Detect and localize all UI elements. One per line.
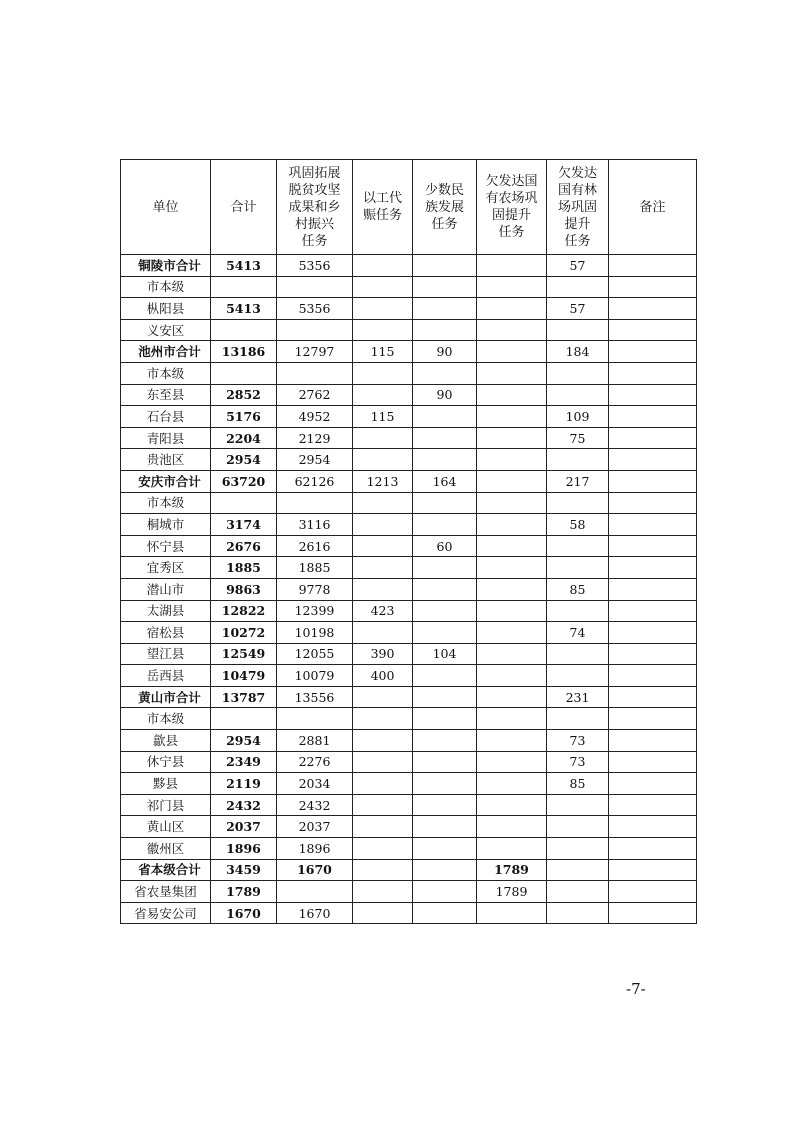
cell-unit: 铜陵市合计 bbox=[121, 255, 211, 277]
cell-farm bbox=[477, 319, 547, 341]
cell-unit: 歙县 bbox=[121, 730, 211, 752]
cell-work-relief bbox=[353, 751, 413, 773]
cell-minority: 60 bbox=[413, 535, 477, 557]
table-row bbox=[121, 708, 697, 730]
cell-consolidate: 12797 bbox=[277, 341, 353, 363]
cell-note bbox=[609, 427, 697, 449]
cell-note bbox=[609, 298, 697, 320]
cell-forest: 57 bbox=[547, 298, 609, 320]
table-row bbox=[121, 535, 697, 557]
cell-consolidate: 2129 bbox=[277, 427, 353, 449]
cell-work-relief: 423 bbox=[353, 600, 413, 622]
cell-total: 13787 bbox=[211, 686, 277, 708]
cell-unit: 黄山市合计 bbox=[121, 686, 211, 708]
cell-minority bbox=[413, 816, 477, 838]
cell-minority bbox=[413, 406, 477, 428]
cell-note bbox=[609, 578, 697, 600]
cell-minority bbox=[413, 362, 477, 384]
cell-note bbox=[609, 255, 697, 277]
cell-work-relief bbox=[353, 535, 413, 557]
cell-consolidate: 2432 bbox=[277, 794, 353, 816]
cell-note bbox=[609, 816, 697, 838]
cell-forest bbox=[547, 902, 609, 924]
cell-minority bbox=[413, 773, 477, 795]
cell-consolidate: 13556 bbox=[277, 686, 353, 708]
cell-total: 1789 bbox=[211, 881, 277, 903]
cell-consolidate bbox=[277, 492, 353, 514]
cell-minority bbox=[413, 600, 477, 622]
cell-minority bbox=[413, 557, 477, 579]
cell-forest: 58 bbox=[547, 514, 609, 536]
cell-consolidate bbox=[277, 362, 353, 384]
cell-farm bbox=[477, 557, 547, 579]
cell-work-relief bbox=[353, 427, 413, 449]
cell-note bbox=[609, 730, 697, 752]
cell-farm bbox=[477, 406, 547, 428]
table-row bbox=[121, 665, 697, 687]
cell-note bbox=[609, 708, 697, 730]
cell-farm bbox=[477, 341, 547, 363]
cell-consolidate: 62126 bbox=[277, 470, 353, 492]
cell-minority bbox=[413, 794, 477, 816]
cell-total: 2954 bbox=[211, 449, 277, 471]
cell-unit: 太湖县 bbox=[121, 600, 211, 622]
cell-forest: 231 bbox=[547, 686, 609, 708]
cell-total: 2676 bbox=[211, 535, 277, 557]
cell-consolidate: 12399 bbox=[277, 600, 353, 622]
table-row bbox=[121, 578, 697, 600]
cell-consolidate: 12055 bbox=[277, 643, 353, 665]
cell-farm bbox=[477, 535, 547, 557]
cell-forest: 73 bbox=[547, 751, 609, 773]
cell-total: 2349 bbox=[211, 751, 277, 773]
cell-forest bbox=[547, 276, 609, 298]
cell-unit: 宜秀区 bbox=[121, 557, 211, 579]
cell-total bbox=[211, 362, 277, 384]
cell-total: 5176 bbox=[211, 406, 277, 428]
cell-farm bbox=[477, 427, 547, 449]
cell-forest bbox=[547, 794, 609, 816]
cell-farm bbox=[477, 449, 547, 471]
cell-forest bbox=[547, 859, 609, 881]
cell-farm bbox=[477, 600, 547, 622]
cell-note bbox=[609, 406, 697, 428]
cell-total: 3174 bbox=[211, 514, 277, 536]
cell-consolidate: 10079 bbox=[277, 665, 353, 687]
cell-work-relief bbox=[353, 255, 413, 277]
cell-work-relief bbox=[353, 557, 413, 579]
table-row bbox=[121, 298, 697, 320]
header-forest-label: 欠发达 国有林 场巩固 提升 任务 bbox=[557, 165, 597, 249]
cell-note bbox=[609, 794, 697, 816]
cell-unit: 望江县 bbox=[121, 643, 211, 665]
cell-note bbox=[609, 622, 697, 644]
cell-farm bbox=[477, 794, 547, 816]
cell-total: 5413 bbox=[211, 298, 277, 320]
cell-work-relief bbox=[353, 276, 413, 298]
cell-unit: 徽州区 bbox=[121, 838, 211, 860]
header-minority bbox=[413, 160, 477, 255]
cell-unit: 市本级 bbox=[121, 276, 211, 298]
cell-forest bbox=[547, 600, 609, 622]
cell-unit: 岳西县 bbox=[121, 665, 211, 687]
table-row bbox=[121, 816, 697, 838]
header-farm-label: 欠发达国 有农场巩 固提升 任务 bbox=[485, 174, 538, 240]
cell-minority bbox=[413, 449, 477, 471]
cell-minority bbox=[413, 492, 477, 514]
cell-farm bbox=[477, 384, 547, 406]
cell-note bbox=[609, 341, 697, 363]
cell-minority bbox=[413, 902, 477, 924]
cell-total: 1670 bbox=[211, 902, 277, 924]
table-row bbox=[121, 406, 697, 428]
cell-forest bbox=[547, 665, 609, 687]
cell-total: 3459 bbox=[211, 859, 277, 881]
cell-total bbox=[211, 276, 277, 298]
cell-note bbox=[609, 643, 697, 665]
cell-note bbox=[609, 838, 697, 860]
cell-note bbox=[609, 470, 697, 492]
cell-unit: 市本级 bbox=[121, 708, 211, 730]
cell-unit: 省易安公司 bbox=[121, 902, 211, 924]
cell-forest bbox=[547, 384, 609, 406]
cell-minority bbox=[413, 730, 477, 752]
cell-note bbox=[609, 557, 697, 579]
cell-total: 1896 bbox=[211, 838, 277, 860]
cell-forest: 57 bbox=[547, 255, 609, 277]
cell-forest bbox=[547, 362, 609, 384]
cell-farm bbox=[477, 816, 547, 838]
cell-minority: 90 bbox=[413, 384, 477, 406]
header-consolidate bbox=[277, 160, 353, 255]
cell-work-relief: 115 bbox=[353, 406, 413, 428]
cell-work-relief bbox=[353, 730, 413, 752]
cell-unit: 黟县 bbox=[121, 773, 211, 795]
cell-forest: 75 bbox=[547, 427, 609, 449]
cell-unit: 黄山区 bbox=[121, 816, 211, 838]
table-row bbox=[121, 319, 697, 341]
cell-forest: 85 bbox=[547, 578, 609, 600]
cell-note bbox=[609, 535, 697, 557]
cell-work-relief bbox=[353, 881, 413, 903]
header-work-relief-label: 以工代 赈任务 bbox=[362, 191, 402, 223]
cell-farm bbox=[477, 838, 547, 860]
cell-consolidate: 2881 bbox=[277, 730, 353, 752]
cell-farm bbox=[477, 773, 547, 795]
cell-note bbox=[609, 600, 697, 622]
cell-note bbox=[609, 514, 697, 536]
cell-minority bbox=[413, 276, 477, 298]
cell-total: 5413 bbox=[211, 255, 277, 277]
cell-minority bbox=[413, 708, 477, 730]
cell-work-relief bbox=[353, 578, 413, 600]
cell-work-relief: 390 bbox=[353, 643, 413, 665]
table-row bbox=[121, 384, 697, 406]
cell-note bbox=[609, 881, 697, 903]
cell-total: 2204 bbox=[211, 427, 277, 449]
table-row bbox=[121, 730, 697, 752]
cell-unit: 安庆市合计 bbox=[121, 470, 211, 492]
cell-consolidate: 1670 bbox=[277, 859, 353, 881]
cell-total bbox=[211, 492, 277, 514]
header-minority-label: 少数民 族发展 任务 bbox=[424, 182, 464, 232]
allocation-table bbox=[120, 159, 697, 924]
cell-unit: 宿松县 bbox=[121, 622, 211, 644]
cell-forest: 217 bbox=[547, 470, 609, 492]
table-row bbox=[121, 794, 697, 816]
cell-unit: 省农垦集团 bbox=[121, 881, 211, 903]
cell-total: 9863 bbox=[211, 578, 277, 600]
cell-total: 12549 bbox=[211, 643, 277, 665]
cell-forest bbox=[547, 881, 609, 903]
cell-farm bbox=[477, 255, 547, 277]
table-row bbox=[121, 838, 697, 860]
cell-forest bbox=[547, 816, 609, 838]
cell-work-relief bbox=[353, 708, 413, 730]
cell-total: 2432 bbox=[211, 794, 277, 816]
cell-total bbox=[211, 708, 277, 730]
table-row-subtotal bbox=[121, 341, 697, 363]
table-row bbox=[121, 902, 697, 924]
cell-unit: 青阳县 bbox=[121, 427, 211, 449]
cell-forest: 73 bbox=[547, 730, 609, 752]
cell-farm bbox=[477, 298, 547, 320]
cell-forest bbox=[547, 319, 609, 341]
cell-forest: 85 bbox=[547, 773, 609, 795]
cell-farm bbox=[477, 514, 547, 536]
cell-farm bbox=[477, 902, 547, 924]
cell-consolidate: 1670 bbox=[277, 902, 353, 924]
cell-minority bbox=[413, 514, 477, 536]
cell-minority bbox=[413, 881, 477, 903]
header-unit bbox=[121, 160, 211, 255]
cell-minority bbox=[413, 859, 477, 881]
cell-unit: 义安区 bbox=[121, 319, 211, 341]
cell-note bbox=[609, 492, 697, 514]
table-row bbox=[121, 751, 697, 773]
cell-work-relief bbox=[353, 902, 413, 924]
table-row-subtotal bbox=[121, 470, 697, 492]
cell-work-relief bbox=[353, 492, 413, 514]
table-row bbox=[121, 773, 697, 795]
table-row bbox=[121, 881, 697, 903]
cell-farm bbox=[477, 665, 547, 687]
header-forest bbox=[547, 160, 609, 255]
table-row bbox=[121, 427, 697, 449]
cell-total: 2954 bbox=[211, 730, 277, 752]
cell-consolidate: 2616 bbox=[277, 535, 353, 557]
cell-farm bbox=[477, 708, 547, 730]
cell-forest bbox=[547, 838, 609, 860]
cell-farm bbox=[477, 643, 547, 665]
cell-minority bbox=[413, 665, 477, 687]
table-row bbox=[121, 622, 697, 644]
cell-note bbox=[609, 902, 697, 924]
header-total-label: 合计 bbox=[230, 199, 257, 215]
cell-note bbox=[609, 319, 697, 341]
header-work-relief bbox=[353, 160, 413, 255]
cell-minority: 90 bbox=[413, 341, 477, 363]
cell-forest bbox=[547, 535, 609, 557]
cell-minority bbox=[413, 427, 477, 449]
cell-unit: 石台县 bbox=[121, 406, 211, 428]
cell-forest: 184 bbox=[547, 341, 609, 363]
cell-minority bbox=[413, 255, 477, 277]
cell-consolidate bbox=[277, 881, 353, 903]
table-row-subtotal bbox=[121, 686, 697, 708]
cell-consolidate: 2276 bbox=[277, 751, 353, 773]
cell-work-relief bbox=[353, 362, 413, 384]
cell-work-relief bbox=[353, 622, 413, 644]
cell-forest bbox=[547, 708, 609, 730]
header-unit-label: 单位 bbox=[152, 199, 179, 215]
cell-work-relief bbox=[353, 838, 413, 860]
cell-farm bbox=[477, 276, 547, 298]
cell-minority: 104 bbox=[413, 643, 477, 665]
cell-consolidate: 2954 bbox=[277, 449, 353, 471]
cell-unit: 桐城市 bbox=[121, 514, 211, 536]
cell-total: 10479 bbox=[211, 665, 277, 687]
cell-consolidate: 3116 bbox=[277, 514, 353, 536]
cell-consolidate: 2034 bbox=[277, 773, 353, 795]
cell-work-relief bbox=[353, 384, 413, 406]
cell-work-relief bbox=[353, 298, 413, 320]
cell-total: 2119 bbox=[211, 773, 277, 795]
cell-minority bbox=[413, 622, 477, 644]
table-row bbox=[121, 600, 697, 622]
cell-work-relief bbox=[353, 514, 413, 536]
cell-note bbox=[609, 773, 697, 795]
cell-total: 2852 bbox=[211, 384, 277, 406]
cell-consolidate: 2762 bbox=[277, 384, 353, 406]
cell-farm bbox=[477, 730, 547, 752]
cell-farm bbox=[477, 622, 547, 644]
cell-work-relief bbox=[353, 686, 413, 708]
cell-total: 12822 bbox=[211, 600, 277, 622]
cell-note bbox=[609, 276, 697, 298]
table-row bbox=[121, 362, 697, 384]
cell-unit: 市本级 bbox=[121, 362, 211, 384]
cell-consolidate: 1885 bbox=[277, 557, 353, 579]
cell-consolidate: 5356 bbox=[277, 298, 353, 320]
cell-unit: 东至县 bbox=[121, 384, 211, 406]
header-note-label: 备注 bbox=[639, 199, 666, 215]
header-consolidate-label: 巩固拓展 脱贫攻坚 成果和乡 村振兴 任务 bbox=[288, 165, 341, 249]
page-number: -7- bbox=[626, 980, 646, 998]
cell-work-relief bbox=[353, 816, 413, 838]
cell-total: 63720 bbox=[211, 470, 277, 492]
header-total bbox=[211, 160, 277, 255]
cell-minority bbox=[413, 751, 477, 773]
table-row bbox=[121, 557, 697, 579]
cell-forest: 74 bbox=[547, 622, 609, 644]
cell-minority bbox=[413, 578, 477, 600]
cell-farm bbox=[477, 578, 547, 600]
cell-consolidate: 1896 bbox=[277, 838, 353, 860]
header-farm bbox=[477, 160, 547, 255]
table-row bbox=[121, 643, 697, 665]
cell-unit: 祁门县 bbox=[121, 794, 211, 816]
cell-farm bbox=[477, 362, 547, 384]
cell-work-relief: 1213 bbox=[353, 470, 413, 492]
cell-farm: 1789 bbox=[477, 881, 547, 903]
cell-total: 13186 bbox=[211, 341, 277, 363]
table-row-subtotal bbox=[121, 859, 697, 881]
cell-consolidate: 5356 bbox=[277, 255, 353, 277]
cell-unit: 池州市合计 bbox=[121, 341, 211, 363]
header-note bbox=[609, 160, 697, 255]
table-row bbox=[121, 276, 697, 298]
cell-note bbox=[609, 449, 697, 471]
cell-unit: 怀宁县 bbox=[121, 535, 211, 557]
table-row bbox=[121, 449, 697, 471]
cell-note bbox=[609, 362, 697, 384]
table-row bbox=[121, 514, 697, 536]
cell-work-relief bbox=[353, 773, 413, 795]
cell-consolidate: 10198 bbox=[277, 622, 353, 644]
cell-farm: 1789 bbox=[477, 859, 547, 881]
cell-consolidate: 9778 bbox=[277, 578, 353, 600]
cell-unit: 贵池区 bbox=[121, 449, 211, 471]
cell-minority bbox=[413, 686, 477, 708]
cell-farm bbox=[477, 492, 547, 514]
cell-total bbox=[211, 319, 277, 341]
cell-work-relief bbox=[353, 794, 413, 816]
cell-unit: 市本级 bbox=[121, 492, 211, 514]
table-body bbox=[121, 255, 697, 924]
cell-minority bbox=[413, 298, 477, 320]
cell-farm bbox=[477, 470, 547, 492]
cell-total: 1885 bbox=[211, 557, 277, 579]
cell-minority bbox=[413, 838, 477, 860]
cell-forest bbox=[547, 492, 609, 514]
cell-consolidate bbox=[277, 276, 353, 298]
cell-note bbox=[609, 384, 697, 406]
cell-forest bbox=[547, 449, 609, 471]
cell-work-relief bbox=[353, 319, 413, 341]
cell-forest bbox=[547, 643, 609, 665]
cell-total: 10272 bbox=[211, 622, 277, 644]
cell-unit: 潜山市 bbox=[121, 578, 211, 600]
cell-work-relief: 400 bbox=[353, 665, 413, 687]
table-header-row bbox=[121, 160, 697, 255]
cell-minority: 164 bbox=[413, 470, 477, 492]
cell-note bbox=[609, 859, 697, 881]
cell-consolidate bbox=[277, 708, 353, 730]
cell-forest: 109 bbox=[547, 406, 609, 428]
cell-minority bbox=[413, 319, 477, 341]
cell-work-relief: 115 bbox=[353, 341, 413, 363]
cell-work-relief bbox=[353, 859, 413, 881]
cell-unit: 省本级合计 bbox=[121, 859, 211, 881]
cell-total: 2037 bbox=[211, 816, 277, 838]
cell-consolidate: 2037 bbox=[277, 816, 353, 838]
cell-farm bbox=[477, 751, 547, 773]
cell-note bbox=[609, 686, 697, 708]
cell-unit: 休宁县 bbox=[121, 751, 211, 773]
cell-farm bbox=[477, 686, 547, 708]
cell-note bbox=[609, 751, 697, 773]
cell-note bbox=[609, 665, 697, 687]
cell-unit: 枞阳县 bbox=[121, 298, 211, 320]
cell-consolidate bbox=[277, 319, 353, 341]
table-row bbox=[121, 492, 697, 514]
cell-forest bbox=[547, 557, 609, 579]
cell-work-relief bbox=[353, 449, 413, 471]
cell-consolidate: 4952 bbox=[277, 406, 353, 428]
table-row-subtotal bbox=[121, 255, 697, 277]
